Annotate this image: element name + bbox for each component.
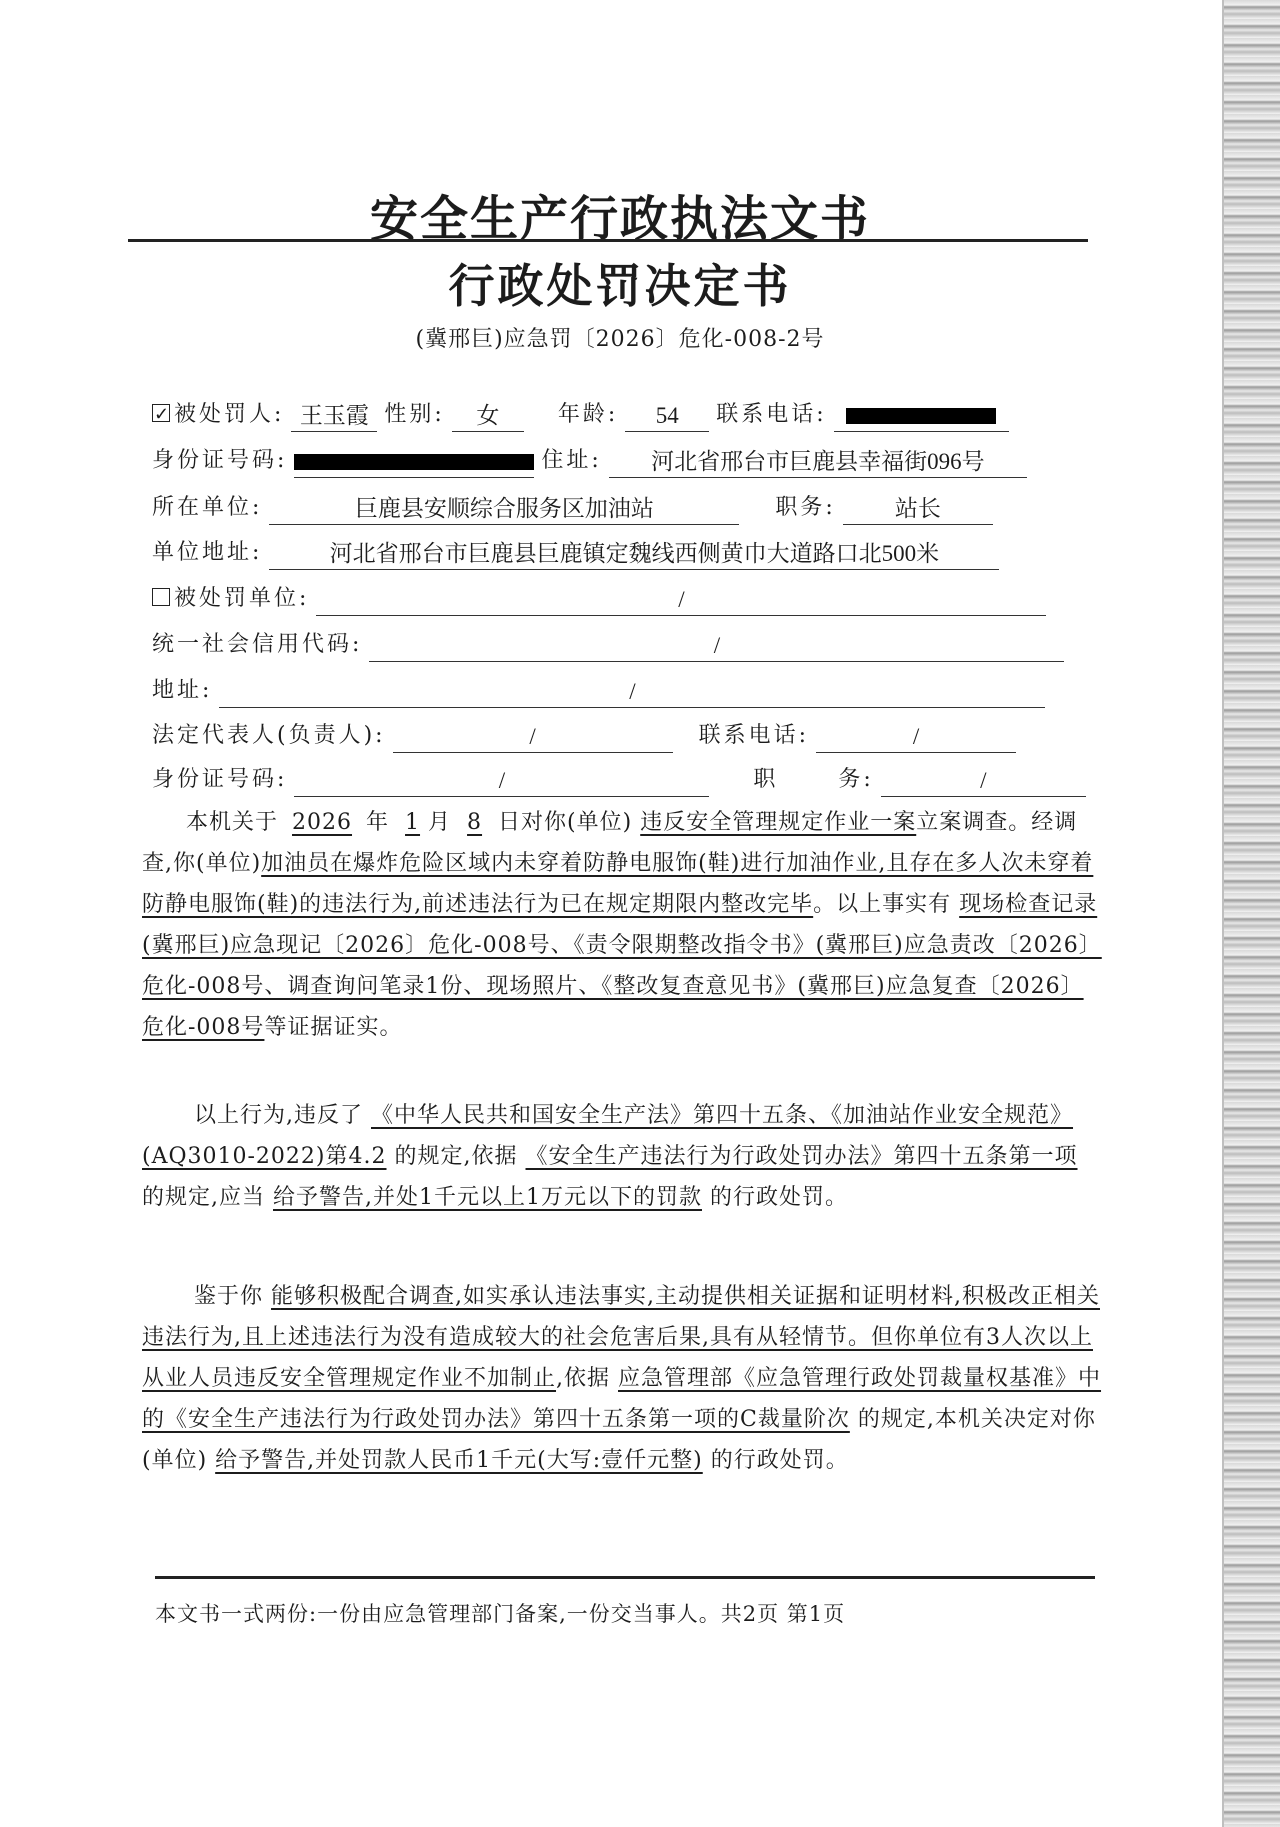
p2-text-c: 的规定,应当 [142, 1185, 265, 1210]
p2-text-d: 的行政处罚。 [710, 1185, 849, 1210]
p3-text-a: 鉴于你 [194, 1284, 264, 1309]
redaction-bar [294, 454, 534, 470]
field-credit-code: / [369, 631, 1064, 662]
label-unit-phone: 联系电话: [698, 723, 810, 748]
field-gender: 女 [452, 401, 524, 432]
label-credit-code: 统一社会信用代码: [152, 632, 363, 657]
label-legal-rep: 法定代表人(负责人): [152, 723, 386, 748]
paragraph-decision [142, 1276, 1102, 1481]
p1-text-b: 年 [366, 810, 390, 835]
row-unit-address [152, 536, 999, 570]
p1-case: 违反安全管理规定作业一案 [640, 810, 917, 835]
p1-evidence: 现场检查记录(冀邢巨)应急现记〔2026〕危化-008号、《责令限期整改指令书》(冀邢巨)应急责改〔2026〕危化-008号、调查询问笔录1份、现场照片、《整改复查意见书》(冀邢巨)应急复查〔2026〕危化-008号 [142, 892, 1102, 1040]
label-id: 身份证号码: [152, 448, 288, 473]
redaction-bar [846, 408, 996, 424]
field-unit-addr: / [219, 677, 1045, 708]
field-unit-phone: / [816, 722, 1016, 753]
row-legal-rep [152, 719, 1016, 753]
field-name: 王玉霞 [291, 401, 377, 432]
paragraph-violation [142, 1095, 1102, 1218]
row-credit-code [152, 628, 1064, 662]
label-unit-addr: 地址: [152, 678, 213, 703]
row-person [152, 398, 1009, 432]
label-position: 职务: [775, 495, 836, 520]
p1-month: 1 [405, 810, 421, 835]
p2-text-b: 的规定,依据 [394, 1144, 518, 1169]
field-unit-position: / [881, 766, 1086, 797]
field-age: 54 [625, 401, 709, 432]
person-checkbox[interactable] [152, 404, 170, 422]
field-unit-id: / [294, 766, 709, 797]
label-address: 住址: [541, 448, 602, 473]
row-unit [152, 582, 1046, 616]
field-unit: / [316, 585, 1046, 616]
p1-day: 8 [467, 810, 483, 835]
p3-text-d: 的行政处罚。 [710, 1448, 849, 1473]
p2-text-a: 以上行为,违反了 [194, 1103, 363, 1128]
field-legal-rep: / [393, 722, 673, 753]
field-address: 河北省邢台市巨鹿县幸福街096号 [609, 447, 1027, 478]
label-phone: 联系电话: [716, 402, 827, 427]
p1-text-d: 日对你(单位) [498, 810, 633, 835]
background-edge [1222, 0, 1280, 1827]
label-gender: 性别: [384, 402, 445, 427]
p2-penalty: 给予警告,并处1千元以上1万元以下的罚款 [273, 1185, 702, 1210]
label-name: 被处罚人: [174, 402, 285, 427]
main-title: 安全生产行政执法文书 [369, 191, 870, 247]
document-number: (冀邢巨)应急罚〔2026〕危化-008-2号 [415, 327, 825, 352]
footer-note: 本文书一式两份:一份由应急管理部门备案,一份交当事人。共2页 第1页 [155, 1602, 846, 1626]
field-position: 站长 [843, 494, 993, 525]
p1-text-a: 本机关于 [186, 810, 279, 835]
paragraph-facts [142, 802, 1102, 1048]
row-work-unit [152, 491, 993, 525]
p2-basis: 《安全生产违法行为行政处罚办法》第四十五条第一项 [525, 1144, 1078, 1169]
row-unit-id [152, 763, 1086, 797]
row-id-address [152, 444, 1027, 478]
p3-text-c: 的规定,本机关决定对你(单位) [142, 1407, 1096, 1473]
p3-text-b: ,依据 [556, 1366, 611, 1391]
field-work-unit: 巨鹿县安顺综合服务区加油站 [269, 494, 739, 525]
title-divider [128, 239, 1088, 242]
label-unit-id: 身份证号码: [152, 767, 288, 792]
field-unit-address: 河北省邢台市巨鹿县巨鹿镇定魏线西侧黄巾大道路口北500米 [269, 539, 999, 570]
p1-text-g: 等证据证实。 [264, 1015, 403, 1040]
label-age: 年龄: [557, 402, 619, 427]
p1-facts: 加油员在爆炸危险区域内未穿着防静电服饰(鞋)进行加油作业,且存在多人次未穿着防静电服饰(鞋)的违法行为,前述违法行为已在规定期限内整改完毕 [142, 851, 1094, 917]
label-unit: 被处罚单位: [174, 586, 310, 611]
label-work-unit: 所在单位: [152, 495, 263, 520]
sub-title: 行政处罚决定书 [448, 259, 792, 313]
p3-decision: 给予警告,并处罚款人民币1千元(大写:壹仟元整) [215, 1448, 703, 1473]
unit-checkbox[interactable] [152, 588, 170, 606]
p1-text-c: 月 [428, 810, 452, 835]
p1-text-e: 立案调查。经调查,你(单位) [142, 810, 1078, 876]
field-id-redacted [294, 447, 534, 478]
p2-law: 《中华人民共和国安全生产法》第四十五条、《加油站作业安全规范》(AQ3010-2022)第4.2 [142, 1103, 1074, 1169]
p3-mitigation: 能够积极配合调查,如实承认违法事实,主动提供相关证据和证明材料,积极改正相关违法行为,且上述违法行为没有造成较大的社会危害后果,具有从轻情节。但你单位有3人次以上从业人员违反安全管理规定作业不加制止 [142, 1284, 1100, 1391]
footer-divider [155, 1576, 1095, 1579]
field-phone-redacted [834, 401, 1009, 432]
label-unit-position: 职 务: [753, 767, 874, 792]
label-unit-address: 单位地址: [152, 540, 263, 565]
p1-year: 2026 [292, 810, 353, 835]
p3-basis: 应急管理部《应急管理行政处罚裁量权基准》中的《安全生产违法行为行政处罚办法》第四十五条第一项的C裁量阶次 [142, 1366, 1102, 1432]
row-unit-address-2 [152, 674, 1045, 708]
p1-text-f: 。以上事实有 [813, 892, 952, 917]
document-page [120, 0, 1120, 1827]
